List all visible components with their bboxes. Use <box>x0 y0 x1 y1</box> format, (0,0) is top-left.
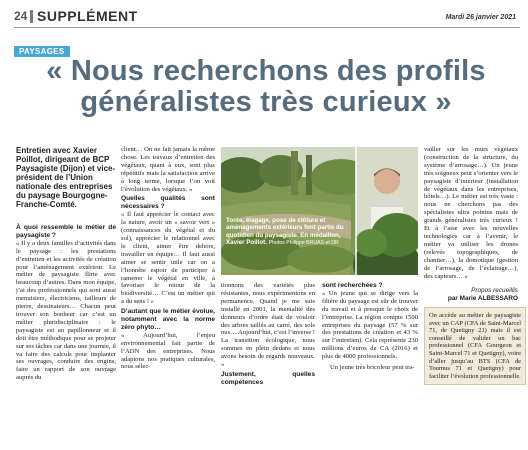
section-title: SUPPLÉMENT <box>37 8 138 24</box>
article-headline: « Nous recherchons des profils généralistes très curieux » <box>46 55 486 118</box>
question-2: Quelles qualités sont nécessaires ? <box>121 195 215 211</box>
question-3: D’autant que le métier évolue, notamment avec la norme zéro phyto… <box>121 308 215 331</box>
text-column-4 <box>322 282 418 372</box>
byline <box>424 287 518 302</box>
answer-3: « Aujourd’hui, l’enjeu environnemental fait partie de l’ADN des entreprises. Nous adaptons nos pratiques culturales, nous sélec- <box>121 331 215 371</box>
article-photo <box>221 147 418 275</box>
header-rule <box>14 27 520 28</box>
answer-4: « Un jeune qui se dirige vers la filière du paysage est sûr de trouver du travail et à presque le choix de l’entreprise. La région compte 1500 entreprises du paysage (57 % sur des prestations de création et 43 % sur l’entretien). Cela représente 230 millions d’euros de CA (2016) et plus de 4000 professionnels. <box>322 289 418 361</box>
text-column-5 <box>424 146 518 280</box>
caption-text: Tonte, élagage, pose de clôture et aménagements extérieurs font partie du quotidien du paysagiste. En médaillon, Xavier Poillot. <box>226 217 344 247</box>
answer-3-continued: tionnons des variétés plus résistantes, nous expérimentons en permanence. Quand je me suis installé en 2001, la mentalité des donneurs d’ordre était de vouloir des arbres taillés au carré, des sols nus… Aujourd’hui, c’est l’inverse ! La transition écologique, nous sommes en plein dedans et nous avons besoin de regards nouveaux. » <box>221 282 315 369</box>
answer-2: « Il faut apprécier le contact avec la nature, avoir un « savoir vert » (connaissances du végétal et du sol), apprécier le relationnel avec le client, aimer être dehors, travailler en équipe… Il faut aussi aimer se sentir utile car on a l’honnête espoir de participer à ramener le végétal en ville, à favoriser le retour de la biodiversité… C’est un métier qui a du sens ! » <box>121 211 215 306</box>
issue-date: Mardi 26 janvier 2021 <box>445 14 516 21</box>
text-column-3 <box>221 282 315 387</box>
photo-credit: Photos Philippe BRUAS et DR <box>268 240 339 247</box>
text-column-1 <box>16 224 116 382</box>
byline-label: Propos recueillis <box>471 287 518 294</box>
photo-caption <box>226 217 346 248</box>
article-intro: Entretien avec Xavier Poillot, dirigeant de BCP Paysagiste (Dijon) et vice-président de l’Union nationale des entreprises du paysage Bourgogne-Franche-Comté. <box>16 146 116 209</box>
category-tag: PAYSAGES <box>14 46 70 57</box>
answer-4-continued: vailler sur les murs végétaux (construction de la structure, du système d’arrosage…). Un jeune très soigneux peut s’orienter vers le paysagiste d’intérieur (installation de végétaux dans les entreprises, hôtels…). Le métier est très vaste : nous ne cherchons pas des spécialistes ultra pointus mais de grands généralistes très curieux ! Et à l’aise avec les nouvelles technologies car à l’avenir, le métier va utiliser les drones (relevés topographiques, de chantier…), la domotique (gestion de l’arrosage, de l’éclairage…), des capteurs… » <box>424 146 518 280</box>
training-info-box: On accède au métier de paysagiste avec un CAP (CFA de Saint-Marcel 71, de Quetigny 21) mais il est conseillé de valider un bac professionnel (CFA Gourgeon et Saint-Marcel 71 et Quetigny), voire d’aller jusqu’au BTS (CFA de Tournus 71 et Quetigny) pour faciliter l’évolution professionnelle. <box>424 307 526 385</box>
byline-author: par Marie ALBESSARO <box>447 294 518 302</box>
text-column-2 <box>121 146 215 371</box>
question-1: À quoi ressemble le métier de paysagiste ? <box>16 224 116 239</box>
garden-photo-illustration <box>221 147 418 275</box>
answer-1: « Il y a deux familles d’activités dans le paysage : les prestations d’entretien et les activités de création pour l’aménagement extérieur. Le métier de paysagiste flirte avec beaucoup d’autres. Dans mon équipe, j’ai des professionnels qui sont aussi menuisiers, électriciens, tailleurs de pierre, dessinateurs… Chacun peut trouver son bonheur car c’est un métier pluridisciplinaire : le paysagiste est un papillonneur et il doit être méthodique pour se projeter sur ses tâches car dans une journée, il va faire des calculs pour implanter ses ouvrages, conduire des engins, faire un rapport de son ouvrage auprès du <box>16 239 116 382</box>
question-4: Justement, quelles compétences <box>221 370 315 386</box>
page-number: 24 <box>14 9 28 23</box>
question-4-continued: sont recherchées ? <box>322 282 383 289</box>
header-divider-bar <box>30 10 33 23</box>
answer-4-part-2: Un jeune très bricoleur peut tra- <box>330 364 415 372</box>
answer-1-continued: client… On ne fait jamais la même chose. Les travaux d’entretien des végétaux, quant à eux, sont plus répétitifs mais la satisfaction arrive à long terme, lorsque l’on voit l’évolution des végétaux. » <box>121 146 215 193</box>
